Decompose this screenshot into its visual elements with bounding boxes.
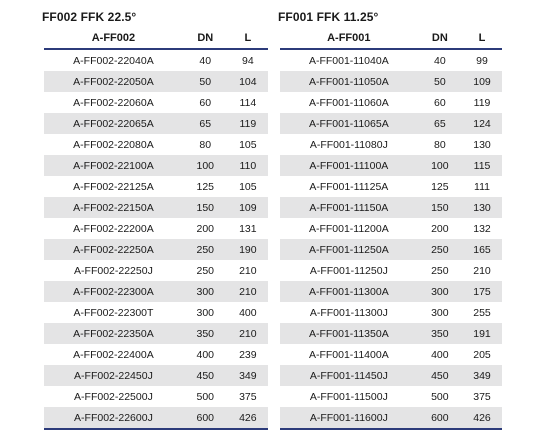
ff002-table-title: FF002 FFK 22.5° xyxy=(42,10,137,24)
cell-code: A-FF001-11065A xyxy=(280,113,418,134)
cell-l: 210 xyxy=(473,264,491,277)
cell-l: 119 xyxy=(228,113,268,134)
ff002-table-block xyxy=(44,6,268,430)
cell-dn: 100 xyxy=(418,155,462,176)
cell-dn: 250 xyxy=(418,239,462,260)
table-row xyxy=(44,176,268,197)
ff002-table-body xyxy=(44,49,268,429)
cell-code: A-FF001-11200A xyxy=(308,222,389,235)
cell-l: 165 xyxy=(462,239,502,260)
table-row xyxy=(44,344,268,365)
table-row xyxy=(44,218,268,239)
table-row xyxy=(280,344,502,365)
column-header-l: L xyxy=(228,28,268,49)
cell-l: 94 xyxy=(241,54,254,67)
table-row xyxy=(44,134,268,155)
cell-l: 110 xyxy=(228,155,268,176)
cell-l: 190 xyxy=(228,239,268,260)
cell-dn: 65 xyxy=(183,113,228,134)
cell-l: 104 xyxy=(228,71,268,92)
cell-code: A-FF002-22250J xyxy=(74,264,153,277)
cell-dn: 100 xyxy=(183,155,228,176)
ff001-table xyxy=(280,28,502,430)
cell-dn: 50 xyxy=(183,71,228,92)
cell-l: 99 xyxy=(476,54,488,67)
cell-code: A-FF001-11080J xyxy=(309,138,388,151)
cell-dn: 300 xyxy=(196,306,215,319)
cell-l: 175 xyxy=(462,281,502,302)
cell-code: A-FF002-22450J xyxy=(44,365,183,386)
cell-l: 255 xyxy=(473,306,491,319)
table-row xyxy=(44,386,268,407)
table-row xyxy=(44,92,268,113)
cell-l: 349 xyxy=(462,365,502,386)
table-row xyxy=(44,407,268,429)
cell-code: A-FF002-22400A xyxy=(73,348,154,361)
cell-code: A-FF001-11450J xyxy=(280,365,418,386)
table-row xyxy=(280,239,502,260)
cell-code: A-FF001-11300J xyxy=(309,306,388,319)
cell-l: 114 xyxy=(239,96,257,109)
cell-l: 130 xyxy=(473,138,491,151)
cell-l: 426 xyxy=(462,407,502,429)
cell-code: A-FF002-22350A xyxy=(44,323,183,344)
ff001-table-title: FF001 FFK 11.25° xyxy=(278,10,379,24)
cell-code: A-FF001-11060A xyxy=(308,96,389,109)
cell-dn: 400 xyxy=(196,348,215,361)
cell-code: A-FF001-11250A xyxy=(280,239,418,260)
table-row xyxy=(280,260,502,281)
cell-l: 210 xyxy=(228,323,268,344)
column-header-l: L xyxy=(462,28,502,49)
cell-l: 205 xyxy=(473,348,491,361)
cell-code: A-FF002-22060A xyxy=(73,96,154,109)
cell-code: A-FF002-22080A xyxy=(73,138,154,151)
cell-dn: 40 xyxy=(433,54,446,67)
cell-code: A-FF002-22300T xyxy=(73,306,154,319)
cell-code: A-FF001-11050A xyxy=(280,71,418,92)
table-row xyxy=(280,113,502,134)
cell-dn: 60 xyxy=(199,96,212,109)
cell-l: 115 xyxy=(462,155,502,176)
cell-dn: 65 xyxy=(418,113,462,134)
cell-l: 349 xyxy=(228,365,268,386)
column-header-dn: DN xyxy=(418,28,462,49)
cell-code: A-FF002-22250A xyxy=(44,239,183,260)
cell-code: A-FF001-11400A xyxy=(308,348,389,361)
table-row xyxy=(44,155,268,176)
cell-dn: 600 xyxy=(418,407,462,429)
cell-dn: 500 xyxy=(196,390,215,403)
cell-l: 210 xyxy=(228,281,268,302)
cell-code: A-FF002-22100A xyxy=(44,155,183,176)
table-row xyxy=(280,302,502,323)
cell-dn: 350 xyxy=(418,323,462,344)
cell-l: 375 xyxy=(239,390,257,403)
cell-code: A-FF002-22065A xyxy=(44,113,183,134)
cell-dn: 250 xyxy=(196,264,215,277)
cell-code: A-FF002-22300A xyxy=(44,281,183,302)
cell-code: A-FF001-11150A xyxy=(280,197,418,218)
table-row xyxy=(44,239,268,260)
cell-l: 119 xyxy=(473,96,491,109)
table-header-row xyxy=(280,28,502,49)
table-header-row xyxy=(44,28,268,49)
cell-dn: 125 xyxy=(431,180,449,193)
cell-dn: 200 xyxy=(431,222,449,235)
cell-l: 111 xyxy=(474,180,490,193)
column-header-code: A-FF001 xyxy=(280,28,418,49)
cell-code: A-FF001-11100A xyxy=(280,155,418,176)
table-row xyxy=(280,281,502,302)
cell-l: 400 xyxy=(239,306,257,319)
cell-dn: 200 xyxy=(196,222,215,235)
cell-code: A-FF001-11125A xyxy=(309,180,389,193)
cell-dn: 450 xyxy=(183,365,228,386)
cell-code: A-FF001-11350A xyxy=(280,323,418,344)
table-row xyxy=(44,365,268,386)
cell-l: 105 xyxy=(239,180,257,193)
table-row xyxy=(280,92,502,113)
cell-l: 210 xyxy=(239,264,257,277)
table-row xyxy=(280,386,502,407)
cell-code: A-FF002-22500J xyxy=(74,390,153,403)
cell-code: A-FF002-22050A xyxy=(44,71,183,92)
cell-code: A-FF001-11040A xyxy=(308,54,389,67)
cell-dn: 300 xyxy=(183,281,228,302)
cell-dn: 250 xyxy=(183,239,228,260)
cell-dn: 250 xyxy=(431,264,449,277)
cell-l: 124 xyxy=(462,113,502,134)
ff001-table-block xyxy=(280,6,502,430)
table-row xyxy=(280,218,502,239)
cell-dn: 60 xyxy=(433,96,446,109)
cell-l: 109 xyxy=(228,197,268,218)
cell-dn: 125 xyxy=(196,180,215,193)
table-row xyxy=(44,281,268,302)
cell-l: 130 xyxy=(462,197,502,218)
cell-l: 131 xyxy=(239,222,257,235)
cell-l: 132 xyxy=(473,222,491,235)
cell-code: A-FF002-22150A xyxy=(44,197,183,218)
cell-l: 191 xyxy=(462,323,502,344)
cell-dn: 80 xyxy=(433,138,446,151)
cell-l: 105 xyxy=(239,138,257,151)
cell-dn: 350 xyxy=(183,323,228,344)
cell-code: A-FF002-22125A xyxy=(73,180,154,193)
table-row xyxy=(280,365,502,386)
cell-code: A-FF001-11600J xyxy=(280,407,418,429)
cell-l: 239 xyxy=(239,348,257,361)
cell-dn: 300 xyxy=(431,306,449,319)
table-row xyxy=(44,49,268,71)
cell-code: A-FF001-11250J xyxy=(309,264,388,277)
cell-dn: 450 xyxy=(418,365,462,386)
cell-dn: 150 xyxy=(183,197,228,218)
column-header-dn: DN xyxy=(183,28,228,49)
cell-dn: 50 xyxy=(418,71,462,92)
cell-code: A-FF001-11500J xyxy=(309,390,388,403)
table-row xyxy=(280,197,502,218)
table-row xyxy=(280,407,502,429)
table-row xyxy=(44,113,268,134)
column-header-code: A-FF002 xyxy=(44,28,183,49)
cell-dn: 150 xyxy=(418,197,462,218)
cell-dn: 400 xyxy=(431,348,449,361)
cell-dn: 300 xyxy=(418,281,462,302)
cell-l: 109 xyxy=(462,71,502,92)
table-row xyxy=(280,155,502,176)
cell-code: A-FF002-22200A xyxy=(73,222,154,235)
table-row xyxy=(280,323,502,344)
table-row xyxy=(280,49,502,71)
table-row xyxy=(280,71,502,92)
cell-dn: 40 xyxy=(199,54,212,67)
table-row xyxy=(280,134,502,155)
cell-dn: 500 xyxy=(431,390,449,403)
cell-dn: 600 xyxy=(183,407,228,429)
cell-code: A-FF002-22040A xyxy=(73,54,154,67)
table-row xyxy=(44,260,268,281)
table-row xyxy=(44,323,268,344)
ff001-table-body xyxy=(280,49,502,429)
table-row xyxy=(280,176,502,197)
ff002-table xyxy=(44,28,268,430)
cell-code: A-FF002-22600J xyxy=(44,407,183,429)
cell-l: 426 xyxy=(228,407,268,429)
cell-dn: 80 xyxy=(199,138,212,151)
cell-l: 375 xyxy=(473,390,491,403)
table-row xyxy=(44,71,268,92)
cell-code: A-FF001-11300A xyxy=(280,281,418,302)
table-row xyxy=(44,302,268,323)
table-row xyxy=(44,197,268,218)
